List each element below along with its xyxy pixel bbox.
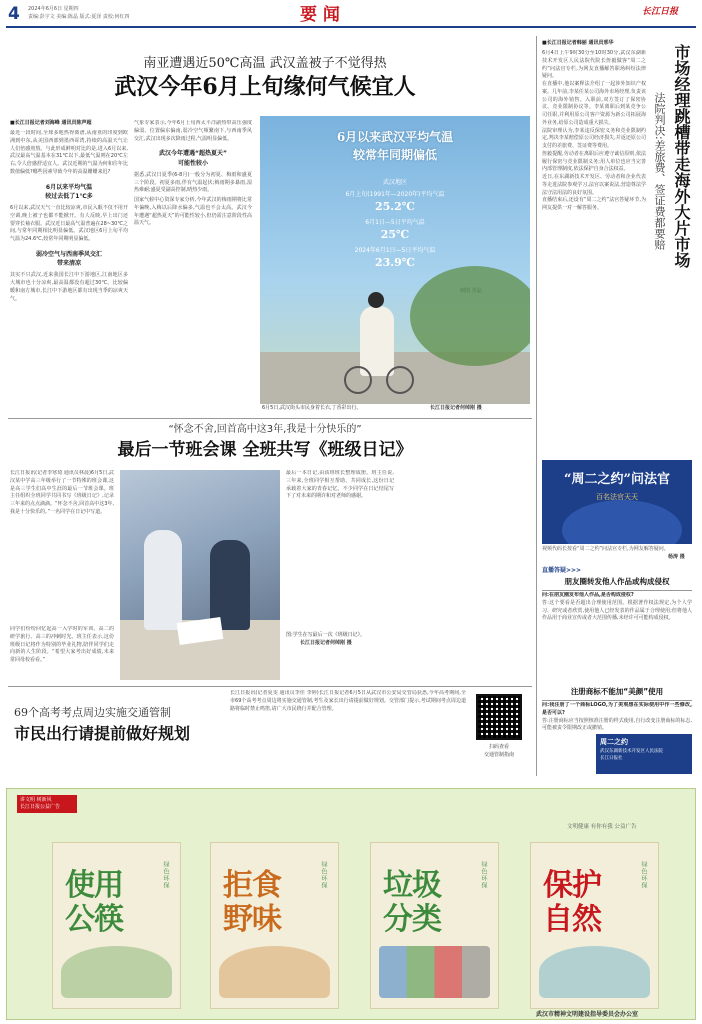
- lead-paragraph: 据悉,武汉日夏季(6-8月)一般分为初夏、梅雨和盛夏三个阶段。初夏多雨,伴有气温起伏;梅雨期多暴雨,湿热难耐;盛夏受副高控制,晴热少雨。: [134, 171, 252, 194]
- promo-title: “周二之约”问法官: [564, 472, 670, 487]
- zhouerzhiyue-box: [596, 734, 692, 774]
- lead-paragraph: 最近一段时间,全球多地热得离谱,从南亚的印度到欧洲到中东,从美国西部到墨西哥湾,持续的高温天气让人们倍感煎熬。与此形成鲜明对比的是,进入6月以来,武汉最高气温基本在31℃以下,最低气温则在20℃左右,令人倍感舒适宜人。武汉近期的气温为何和往年比数值偏低?哪些因素导致今年的高温姗姗来迟?: [10, 130, 128, 175]
- section-rule: [8, 686, 532, 687]
- photo-caption: 6月5日,武汉街头市民身着长衣,丁香彩出行。: [262, 405, 362, 411]
- poster-text: 拒食 野味: [223, 868, 281, 937]
- section-rule: [8, 418, 532, 419]
- right-story-byline: ■长江日报记者韩丽 通讯员邢华: [542, 40, 614, 46]
- qa-block-2: [542, 702, 692, 732]
- infographic-region: 武汉地区: [382, 179, 407, 186]
- bicycle-wheel-back: [386, 366, 414, 394]
- class-column-2: 同学们纷纷回忆起高一入学时的军训、高二的研学旅行、高三的冲刺时光。班主任表示,这份班级日记将作为特别的毕业礼物,陪伴同学们走向新的人生阶段。“希望大家考出好成绩,未来常回母校看看。”: [10, 626, 114, 663]
- poster-text: 保护 自然: [543, 868, 601, 937]
- right-story-subtitle: 法院判决:差旅费、签证费都要赔: [653, 92, 666, 250]
- column-divider: [536, 36, 537, 776]
- right-story-paragraph: 近日,在东湖新技术开发区、劳动者和企业代表等走进法院参观学习,法官以案说法,营造尊法学法守法用法的良好氛围。: [542, 174, 646, 196]
- ad-poster-laji: [370, 842, 499, 1009]
- cyclist-figure: [360, 306, 394, 376]
- class-photo-credit: 长江日报记者何绰刚 摄: [300, 640, 352, 646]
- tree-canopy: [410, 266, 530, 366]
- chopsticks-illustration: [61, 946, 172, 998]
- qa-heading-2: 注册商标不能加“美颜”使用: [542, 686, 692, 701]
- ad-poster-yewei: [210, 842, 339, 1009]
- infographic: [260, 116, 530, 416]
- infographic-row-3-value: 23.9℃: [375, 256, 415, 269]
- page-date: 2024年6月6日 星期四: [28, 6, 79, 12]
- lead-column-1: [10, 130, 128, 406]
- class-column-3: 最后一本日记,由该班班长整理成册。班主任说,三年来,全班同学相互帮助、共同成长,这份日记承载着大家的青春记忆。不少同学在日记结尾写下了对未来的期许和对老师的感谢。: [286, 470, 394, 500]
- class-photo-caption: 图:学生在写最后一次《班级日记》。: [286, 632, 366, 638]
- poster-tag: 绿色环保: [480, 861, 487, 889]
- class-quote: “怀念不舍,回首高中这3年,我是十分快乐的”: [168, 424, 362, 435]
- right-story-paragraph: 法院审理认为,李某违反保密义务和竞业限制约定,判决李某赔偿原公司经济损失,并返还原公司支付的差旅费、签证费等费用。: [542, 127, 646, 149]
- qa-question: 问:我注册了一个商标LOGO,为了美观想在实际使用中作一些修改,是否可以?: [542, 702, 692, 716]
- lead-subhead: 弱冷空气与西南季风交汇 带来清凉: [35, 250, 102, 268]
- infographic-row-3-label: 2024年6月1日—5日平均气温: [354, 247, 436, 254]
- lead-subhead: 武汉今年遭遇“超热夏天” 可能性较小: [159, 150, 227, 167]
- nature-illustration: [539, 946, 650, 998]
- ad-poster-ziran: [530, 842, 659, 1009]
- traffic-kicker: 69个高考考点周边实施交通管制: [14, 706, 171, 719]
- qr-label: 扫码查看 交通管制指南: [483, 744, 514, 758]
- infographic-row-1-label: 6月上旬(1991年—2020年)平均气温: [345, 191, 445, 198]
- promo-caption: 视频代码长按看“周二之约”问法官专栏,为网友解答疑问。: [542, 546, 669, 552]
- ad-header-tag: 讲文明 树新风 长江日报公益广告: [17, 795, 77, 813]
- poster-tag: 绿色环保: [640, 861, 647, 889]
- poster-tag: 绿色环保: [162, 861, 169, 889]
- promo-glow: [562, 500, 682, 544]
- qa-section-label: 直播答疑>>>: [542, 567, 582, 574]
- ad-footer: 武汉市精神文明建设指导委员会办公室: [536, 1011, 639, 1018]
- lead-paragraph: 气象专家表示,今年6月上旬西太平洋副热带高压强度偏弱、位置偏东偏南,弱冷空气频繁南下,与西南季风交汇,武汉出现多次降雨过程,气温明显偏低。: [134, 120, 252, 142]
- masthead-logo: 长江日报: [642, 7, 679, 17]
- class-title: 最后一节班会课 全班共写《班级日记》: [117, 440, 413, 460]
- poster-text: 垃圾 分类: [383, 868, 441, 937]
- ad-poster-gongkuai: [52, 842, 181, 1009]
- ad-slogan: 文明健康 有你有我 公益广告: [567, 824, 637, 830]
- right-story-paragraph: 詹毅提醒,劳动者在离职后应遵守诚信原则,依法履行保密与竞业限制义务;用人单位也应当完善内部管理制度,依法保护自身合法权益。: [542, 150, 646, 173]
- zhouerzhiyue-line: 长江日报社: [600, 755, 623, 761]
- infographic-row-2-value: 25℃: [380, 228, 410, 241]
- class-photo: [120, 470, 280, 680]
- photo-credit: 长江日报记者何绰刚 摄: [430, 405, 482, 411]
- promo-subtitle: 百名法官天天: [596, 493, 638, 501]
- student-figure: [144, 530, 182, 630]
- lead-column-2: [134, 120, 252, 410]
- trash-bins-illustration: [379, 946, 490, 998]
- right-story-paragraph: 直播结束后,还设有“周二之约”法官答疑环节,为网友提供一对一解答服务。: [542, 197, 646, 211]
- right-story-body: [542, 50, 646, 458]
- lead-kicker: 南亚遭遇近50℃高温 武汉盖被子不觉得热: [143, 56, 387, 71]
- section-title: 要 闻: [300, 5, 340, 25]
- promo-credit: 杨涛 摄: [668, 554, 685, 560]
- right-story-title: 市场经理跳槽带走海外大片市场: [672, 44, 691, 268]
- zhouerzhiyue-line: 武汉东湖新技术开发区人民法院: [600, 748, 663, 754]
- lead-paragraph: 其实不只武汉,近来我国长江中下游地区,江南地区多大城市也十分凉爽,最高温都没有超过30℃。比较偏暖和南方城市,长江中下游地区都有出现当季的凉爽天气。: [10, 272, 128, 302]
- right-story-paragraph: 在直播中,他以案释法介绍了一起涉外知识产权案。几年前,李某任某公司海外市场经理,负责该公司的海外销售。入职前,双方签订了保密协议、竞业限制协议等。李某离职后到某竞争公司任职,并利用原公司客户资源为新公司拓展海外业务,给原公司造成重大损失。: [542, 81, 646, 126]
- traffic-title: 市民出行请提前做好规划: [14, 724, 191, 743]
- traffic-body: 长江日报讯(记者夏雯 通讯员李佳 李婷)长江日报记者6月5日从武汉市公安局交管局获悉,今年高考期间,全市69个高考考点周边将实施交通管制,考生及家长出行请提前做好规划。交管部门提示,考试期间考点周边道路将临时禁止鸣笛,请广大市民绕行并配合管理。: [230, 690, 466, 712]
- infographic-row-1-value: 25.2℃: [375, 200, 415, 213]
- qa-block-1: [542, 592, 692, 682]
- infographic-title: 6月以来武汉平均气温 较常年同期偏低: [336, 130, 454, 162]
- lead-byline: ■长江日报记者刘海峰 通讯员陈声超: [10, 120, 92, 126]
- wildlife-illustration: [219, 946, 330, 998]
- qa-answer: 答:这个要看是否超出合理使用范围。根据著作权法规定,为个人学习、研究或者欣赏,使用他人已经发表的作品属于合理使用;但将他人作品用于商业宣传或者大范围传播,未经许可可能构成侵权。: [542, 599, 692, 622]
- qa-question: 问:在朋友圈发布他人作品,是否构成侵权?: [542, 592, 634, 598]
- promo-banner: [542, 460, 692, 544]
- zhouerzhiyue-title: 周二之约: [600, 738, 628, 746]
- qa-heading: 朋友圈转发他人作品或构成侵权: [542, 576, 692, 591]
- bicycle-wheel-front: [344, 366, 372, 394]
- lead-paragraph: 6月以来,武汉天气一直比较凉爽,市民入眠不仅不用开空调,晚上被子也都不能掀开。有人反映,早上出门还要穿长袖衣服。武汉近日最高气温普遍在28~30℃之间,与常年同期相比明显偏低。武汉地区6月上旬平均气温为24.6℃,较常年同期明显偏低。: [10, 205, 128, 243]
- lead-paragraph: 国家气候中心资深专家分析,今年武汉的梅雨期将比常年偏晚,入梅以后降水偏多,气温也不会太高。武汉今年遭遇“超热夏天”的可能性较小,但仍需注意阶段性高温天气。: [134, 197, 252, 227]
- right-story-paragraph: 6月4日上午9时30分至10时30分,武汉东湖新技术开发区人民法院代院长詹毅做客“周二之约”问法官专栏,为网友直播解答职场纠纷法律疑问。: [542, 50, 646, 80]
- infographic-row-2-label: 6月1日—5日平均气温: [365, 219, 425, 226]
- poster-text: 使用 公筷: [65, 868, 123, 937]
- header-rule: [6, 26, 696, 28]
- page-editors: 责编:彭宇文 美编:陈晶 版式:夏泽 责校:何红四: [28, 14, 130, 20]
- page-number: 4: [8, 4, 20, 24]
- lead-subhead: 6月以来平均气温 较过去低了1℃多: [45, 183, 93, 200]
- cyclist-head: [368, 292, 384, 308]
- poster-tag: 绿色环保: [320, 861, 327, 889]
- student-figure: [210, 540, 250, 630]
- lead-title: 武汉今年6月上旬缘何气候宜人: [114, 74, 416, 100]
- qa-answer: 答:注册商标应当按照核准注册的样式使用,自行改变注册商标的标志,可能被责令限期改正或撤销。: [542, 717, 692, 732]
- qr-code[interactable]: [476, 694, 522, 740]
- class-column-1: 长江日报讯(记者李寒琦 通讯员林晨)6月5日,武汉某中学高三年级举行了一节特殊的班会课,这是高三学生们高中生涯的最后一节班会课。班主任组织全班同学共同书写《班级日记》,记录三年来的点点滴滴。“怀念不舍,回首高中这3年,我是十分快乐的。”一名同学在日记中写道。: [10, 470, 114, 515]
